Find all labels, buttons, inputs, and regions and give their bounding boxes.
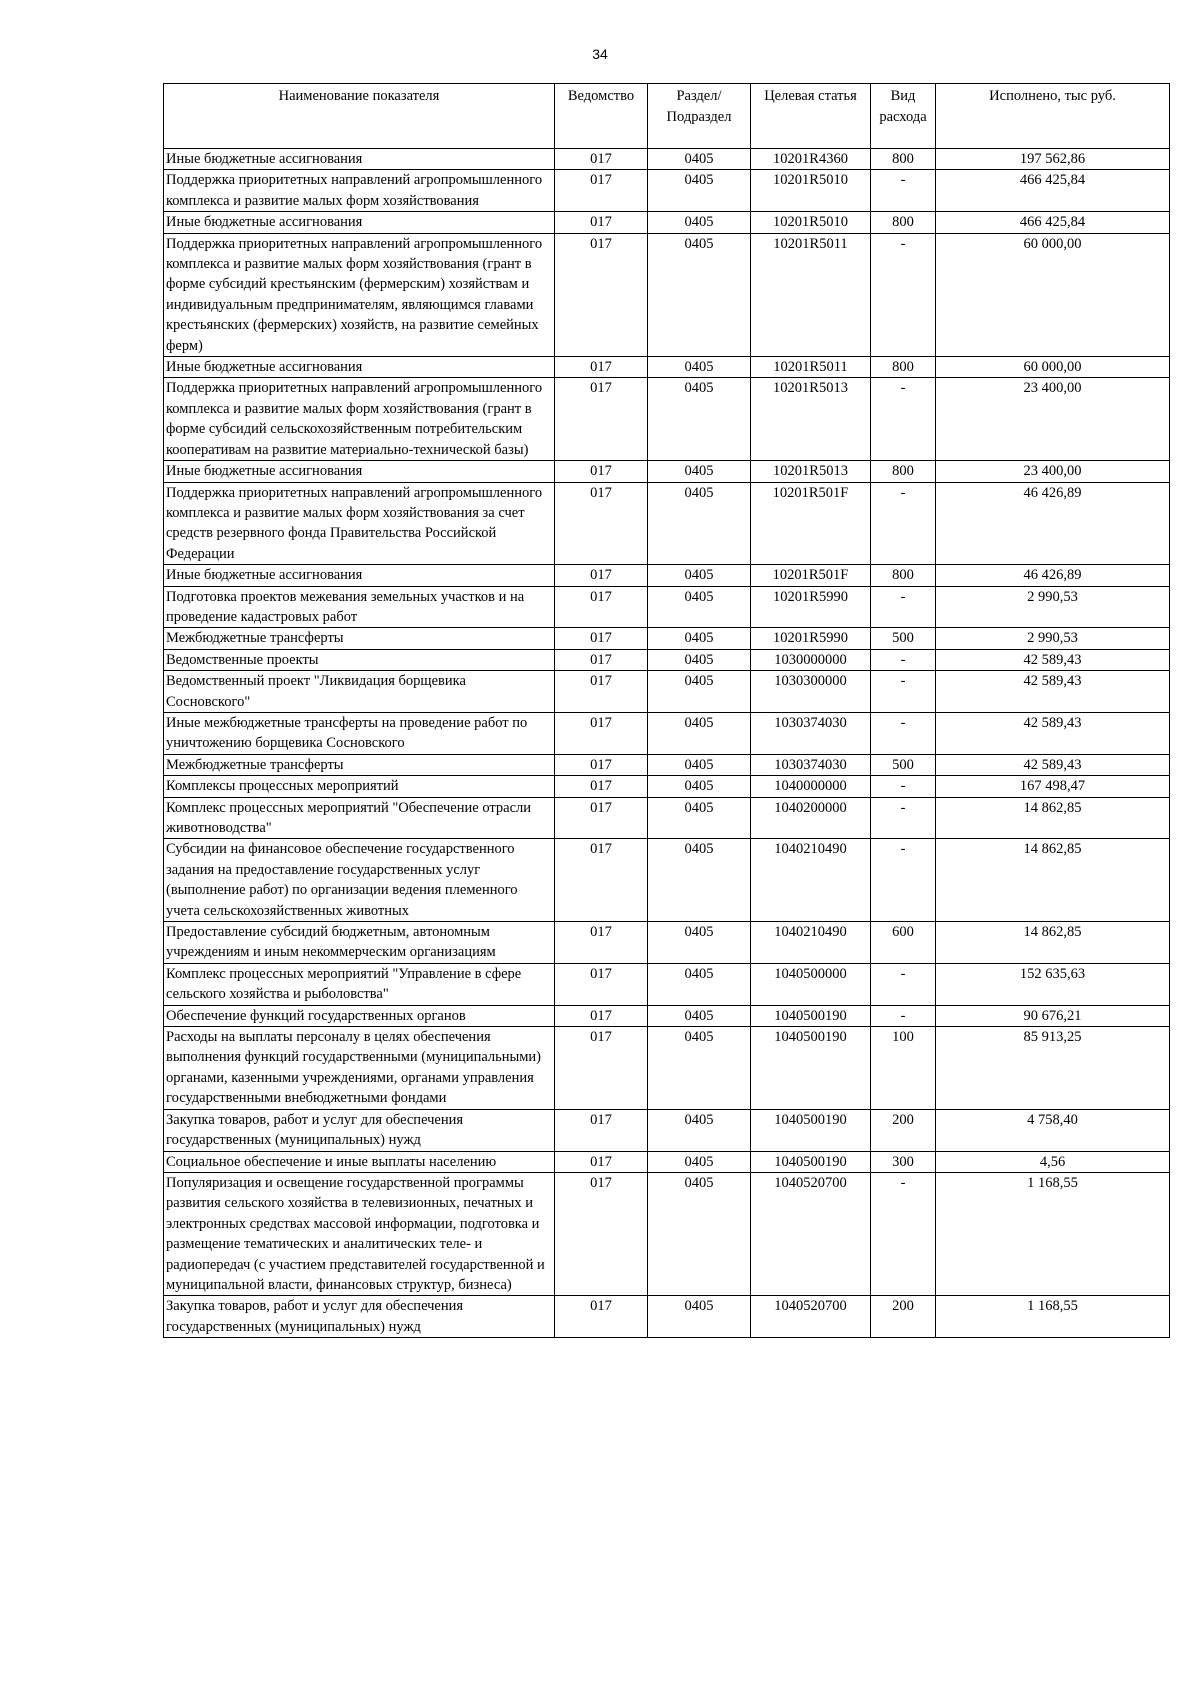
cell-dept: 017 <box>555 754 648 775</box>
cell-type: - <box>871 776 936 797</box>
table-row <box>164 461 1170 482</box>
cell-name: Ведомственный проект "Ликвидация борщевика Сосновского" <box>164 671 555 713</box>
cell-target: 1040500190 <box>751 1027 871 1110</box>
cell-target: 1040500190 <box>751 1109 871 1151</box>
cell-dept: 017 <box>555 482 648 565</box>
table-row <box>164 839 1170 922</box>
table-row <box>164 170 1170 212</box>
cell-type: - <box>871 649 936 670</box>
cell-target: 10201R5990 <box>751 586 871 628</box>
cell-type: 600 <box>871 922 936 964</box>
cell-name: Иные бюджетные ассигнования <box>164 357 555 378</box>
cell-type: 800 <box>871 357 936 378</box>
table-row <box>164 712 1170 754</box>
cell-amount: 466 425,84 <box>936 212 1170 233</box>
table-row <box>164 797 1170 839</box>
cell-dept: 017 <box>555 1109 648 1151</box>
header-section: Раздел/ Подраздел <box>648 84 751 149</box>
cell-target: 1040500190 <box>751 1151 871 1172</box>
cell-name: Поддержка приоритетных направлений агропромышленного комплекса и развитие малых форм хозяйствования за счет средств резервного фонда Правительства Российской Федерации <box>164 482 555 565</box>
cell-amount: 152 635,63 <box>936 963 1170 1005</box>
cell-name: Иные бюджетные ассигнования <box>164 461 555 482</box>
cell-target: 10201R5011 <box>751 233 871 356</box>
table-row <box>164 233 1170 356</box>
cell-type: - <box>871 378 936 461</box>
cell-type: - <box>871 797 936 839</box>
cell-section: 0405 <box>648 776 751 797</box>
cell-target: 10201R5013 <box>751 378 871 461</box>
cell-name: Закупка товаров, работ и услуг для обеспечения государственных (муниципальных) нужд <box>164 1296 555 1338</box>
cell-name: Предоставление субсидий бюджетным, автономным учреждениям и иным некоммерческим организациям <box>164 922 555 964</box>
cell-name: Межбюджетные трансферты <box>164 628 555 649</box>
cell-type: - <box>871 233 936 356</box>
table-row <box>164 1027 1170 1110</box>
table-row <box>164 649 1170 670</box>
cell-target: 10201R5013 <box>751 461 871 482</box>
table-row <box>164 1005 1170 1026</box>
cell-amount: 23 400,00 <box>936 461 1170 482</box>
cell-dept: 017 <box>555 922 648 964</box>
cell-target: 1040200000 <box>751 797 871 839</box>
cell-name: Подготовка проектов межевания земельных участков и на проведение кадастровых работ <box>164 586 555 628</box>
cell-section: 0405 <box>648 170 751 212</box>
table-row <box>164 482 1170 565</box>
cell-dept: 017 <box>555 149 648 170</box>
cell-type: 200 <box>871 1296 936 1338</box>
cell-section: 0405 <box>648 649 751 670</box>
cell-type: 300 <box>871 1151 936 1172</box>
table-header-row <box>164 84 1170 149</box>
table-row <box>164 754 1170 775</box>
table-row <box>164 378 1170 461</box>
cell-dept: 017 <box>555 671 648 713</box>
cell-section: 0405 <box>648 671 751 713</box>
cell-section: 0405 <box>648 357 751 378</box>
cell-name: Межбюджетные трансферты <box>164 754 555 775</box>
cell-type: 800 <box>871 565 936 586</box>
cell-amount: 14 862,85 <box>936 922 1170 964</box>
cell-name: Комплекс процессных мероприятий "Управление в сфере сельского хозяйства и рыболовства" <box>164 963 555 1005</box>
cell-target: 10201R5010 <box>751 170 871 212</box>
cell-dept: 017 <box>555 1151 648 1172</box>
cell-dept: 017 <box>555 649 648 670</box>
cell-amount: 14 862,85 <box>936 797 1170 839</box>
cell-target: 1040520700 <box>751 1296 871 1338</box>
cell-dept: 017 <box>555 565 648 586</box>
cell-dept: 017 <box>555 1296 648 1338</box>
cell-type: - <box>871 712 936 754</box>
cell-name: Закупка товаров, работ и услуг для обеспечения государственных (муниципальных) нужд <box>164 1109 555 1151</box>
cell-amount: 60 000,00 <box>936 357 1170 378</box>
cell-type: - <box>871 671 936 713</box>
cell-name: Комплекс процессных мероприятий "Обеспечение отрасли животноводства" <box>164 797 555 839</box>
cell-amount: 14 862,85 <box>936 839 1170 922</box>
cell-section: 0405 <box>648 586 751 628</box>
cell-target: 1040210490 <box>751 922 871 964</box>
cell-section: 0405 <box>648 233 751 356</box>
cell-section: 0405 <box>648 1027 751 1110</box>
cell-dept: 017 <box>555 357 648 378</box>
table-row <box>164 776 1170 797</box>
cell-section: 0405 <box>648 212 751 233</box>
cell-section: 0405 <box>648 1005 751 1026</box>
cell-name: Социальное обеспечение и иные выплаты населению <box>164 1151 555 1172</box>
cell-type: 800 <box>871 212 936 233</box>
cell-type: - <box>871 963 936 1005</box>
cell-target: 1040520700 <box>751 1172 871 1295</box>
cell-name: Поддержка приоритетных направлений агропромышленного комплекса и развитие малых форм хозяйствования (грант в форме субсидий сельскохозяйственным потребительским кооперативам на развитие материально-технической базы) <box>164 378 555 461</box>
cell-type: 200 <box>871 1109 936 1151</box>
cell-dept: 017 <box>555 1027 648 1110</box>
table-row <box>164 1151 1170 1172</box>
cell-target: 1030000000 <box>751 649 871 670</box>
cell-dept: 017 <box>555 797 648 839</box>
header-dept: Ведомство <box>555 84 648 149</box>
cell-amount: 46 426,89 <box>936 565 1170 586</box>
cell-amount: 90 676,21 <box>936 1005 1170 1026</box>
cell-dept: 017 <box>555 839 648 922</box>
cell-dept: 017 <box>555 461 648 482</box>
cell-section: 0405 <box>648 1109 751 1151</box>
table-row <box>164 357 1170 378</box>
budget-table <box>163 83 1170 1338</box>
cell-section: 0405 <box>648 922 751 964</box>
cell-name: Иные бюджетные ассигнования <box>164 212 555 233</box>
table-row <box>164 1296 1170 1338</box>
cell-target: 1030374030 <box>751 754 871 775</box>
cell-type: - <box>871 1172 936 1295</box>
cell-type: - <box>871 482 936 565</box>
cell-amount: 1 168,55 <box>936 1296 1170 1338</box>
cell-dept: 017 <box>555 1005 648 1026</box>
page-number: 34 <box>592 46 608 62</box>
cell-target: 10201R501F <box>751 565 871 586</box>
cell-section: 0405 <box>648 565 751 586</box>
cell-name: Ведомственные проекты <box>164 649 555 670</box>
table-row <box>164 565 1170 586</box>
cell-target: 1030300000 <box>751 671 871 713</box>
cell-section: 0405 <box>648 839 751 922</box>
cell-amount: 46 426,89 <box>936 482 1170 565</box>
cell-name: Поддержка приоритетных направлений агропромышленного комплекса и развитие малых форм хозяйствования (грант в форме субсидий крестьянским (фермерским) хозяйствам и индивидуальным предпринимателям, являющимся главами крестьянских (фермерских) хозяйств, на развитие семейных ферм) <box>164 233 555 356</box>
cell-amount: 197 562,86 <box>936 149 1170 170</box>
cell-section: 0405 <box>648 461 751 482</box>
cell-dept: 017 <box>555 378 648 461</box>
header-name: Наименование показателя <box>164 84 555 149</box>
cell-dept: 017 <box>555 212 648 233</box>
cell-section: 0405 <box>648 482 751 565</box>
cell-name: Иные бюджетные ассигнования <box>164 149 555 170</box>
cell-type: - <box>871 1005 936 1026</box>
table-row <box>164 671 1170 713</box>
cell-name: Комплексы процессных мероприятий <box>164 776 555 797</box>
cell-name: Обеспечение функций государственных органов <box>164 1005 555 1026</box>
cell-amount: 2 990,53 <box>936 628 1170 649</box>
table-row <box>164 149 1170 170</box>
cell-type: 500 <box>871 754 936 775</box>
cell-amount: 1 168,55 <box>936 1172 1170 1295</box>
cell-amount: 4,56 <box>936 1151 1170 1172</box>
cell-type: - <box>871 839 936 922</box>
cell-dept: 017 <box>555 586 648 628</box>
cell-name: Расходы на выплаты персоналу в целях обеспечения выполнения функций государственными (муниципальными) органами, казенными учреждениями, органами управления государственными внебюджетными фондами <box>164 1027 555 1110</box>
cell-section: 0405 <box>648 797 751 839</box>
cell-type: - <box>871 170 936 212</box>
cell-amount: 60 000,00 <box>936 233 1170 356</box>
cell-amount: 466 425,84 <box>936 170 1170 212</box>
cell-target: 1040210490 <box>751 839 871 922</box>
header-target: Целевая статья <box>751 84 871 149</box>
cell-amount: 42 589,43 <box>936 712 1170 754</box>
cell-amount: 42 589,43 <box>936 649 1170 670</box>
cell-amount: 4 758,40 <box>936 1109 1170 1151</box>
cell-dept: 017 <box>555 628 648 649</box>
cell-name: Иные бюджетные ассигнования <box>164 565 555 586</box>
cell-section: 0405 <box>648 628 751 649</box>
cell-name: Поддержка приоритетных направлений агропромышленного комплекса и развитие малых форм хозяйствования <box>164 170 555 212</box>
cell-amount: 42 589,43 <box>936 671 1170 713</box>
cell-section: 0405 <box>648 754 751 775</box>
cell-section: 0405 <box>648 149 751 170</box>
cell-type: 500 <box>871 628 936 649</box>
cell-target: 1030374030 <box>751 712 871 754</box>
cell-name: Иные межбюджетные трансферты на проведение работ по уничтожению борщевика Сосновского <box>164 712 555 754</box>
table-row <box>164 212 1170 233</box>
cell-dept: 017 <box>555 712 648 754</box>
header-type: Вид расхода <box>871 84 936 149</box>
cell-amount: 42 589,43 <box>936 754 1170 775</box>
table-row <box>164 628 1170 649</box>
cell-name: Популяризация и освещение государственной программы развития сельского хозяйства в телевизионных, печатных и электронных средствах массовой информации, подготовка и размещение тематических и аналитических теле- и радиопередач (с участием представителей государственной и муниципальной власти, финансовых структур, бизнеса) <box>164 1172 555 1295</box>
cell-dept: 017 <box>555 1172 648 1295</box>
cell-amount: 167 498,47 <box>936 776 1170 797</box>
cell-target: 10201R5011 <box>751 357 871 378</box>
header-amount: Исполнено, тыс руб. <box>936 84 1170 149</box>
cell-amount: 2 990,53 <box>936 586 1170 628</box>
cell-name: Субсидии на финансовое обеспечение государственного задания на предоставление государственных услуг (выполнение работ) по организации ведения племенного учета сельскохозяйственных животных <box>164 839 555 922</box>
cell-target: 10201R5990 <box>751 628 871 649</box>
cell-amount: 85 913,25 <box>936 1027 1170 1110</box>
cell-type: 100 <box>871 1027 936 1110</box>
cell-section: 0405 <box>648 1151 751 1172</box>
table-row <box>164 963 1170 1005</box>
cell-dept: 017 <box>555 170 648 212</box>
cell-type: 800 <box>871 461 936 482</box>
table-row <box>164 586 1170 628</box>
cell-section: 0405 <box>648 963 751 1005</box>
cell-target: 1040000000 <box>751 776 871 797</box>
cell-type: - <box>871 586 936 628</box>
cell-target: 1040500000 <box>751 963 871 1005</box>
cell-target: 10201R501F <box>751 482 871 565</box>
cell-type: 800 <box>871 149 936 170</box>
table-row <box>164 922 1170 964</box>
cell-target: 10201R5010 <box>751 212 871 233</box>
cell-section: 0405 <box>648 712 751 754</box>
cell-section: 0405 <box>648 378 751 461</box>
cell-dept: 017 <box>555 776 648 797</box>
cell-section: 0405 <box>648 1296 751 1338</box>
cell-target: 1040500190 <box>751 1005 871 1026</box>
cell-dept: 017 <box>555 963 648 1005</box>
table-row <box>164 1172 1170 1295</box>
cell-target: 10201R4360 <box>751 149 871 170</box>
cell-amount: 23 400,00 <box>936 378 1170 461</box>
cell-section: 0405 <box>648 1172 751 1295</box>
cell-dept: 017 <box>555 233 648 356</box>
table-row <box>164 1109 1170 1151</box>
